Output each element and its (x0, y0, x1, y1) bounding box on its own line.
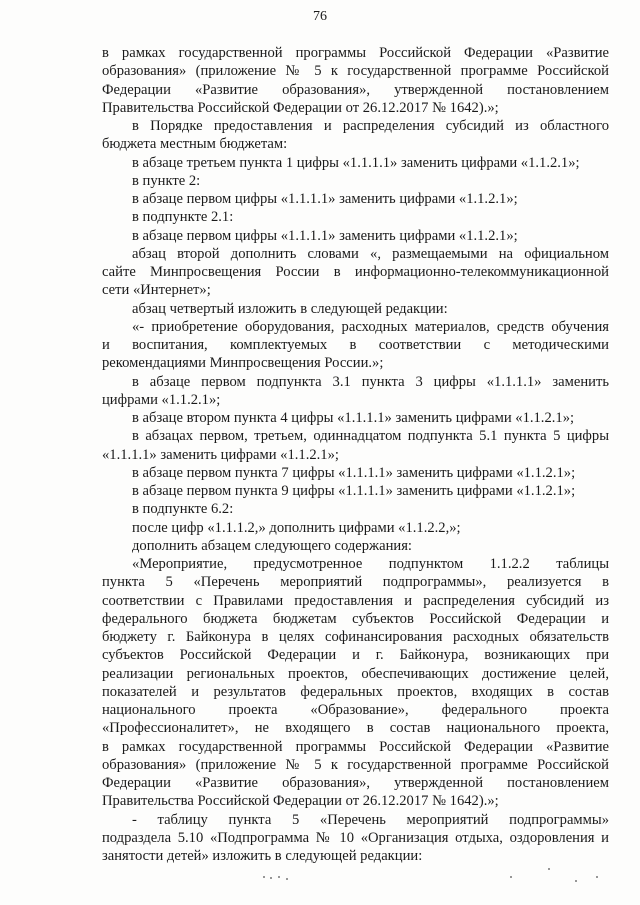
text-line: национального проекта «Образование», федерального проекта (102, 702, 609, 718)
text-line: в абзацах первом, третьем, одиннадцатом подпункта 5.1 пункта 5 цифры (132, 428, 609, 445)
text-line: пункта 5 «Перечень мероприятий подпрограммы», реализуется в (102, 574, 609, 591)
text-line: образования» (приложение № 5 к государственной программе Российской (102, 63, 609, 80)
text-line: в рамках государственной программы Российской Федерации «Развитие (102, 738, 609, 755)
text-line: в абзаце первом цифры «1.1.1.1» заменить цифрами «1.1.2.1»; (132, 191, 518, 207)
text-line: в подпункте 2.1: (132, 209, 234, 226)
scan-speck (286, 878, 288, 880)
text-line: «Профессионалитет», не входящего в состав национального проекта, (102, 720, 609, 737)
text-line: бюджета местным бюджетам: (102, 136, 288, 153)
scan-speck (596, 876, 598, 878)
text-line: занятости детей» изложить в следующей редакции: (102, 848, 423, 864)
text-line: сайте Минпросвещения России в информационно-телекоммуникационной (102, 264, 609, 280)
text-line: в Порядке предоставления и распределения субсидий из областного (132, 118, 609, 134)
text-line: после цифр «1.1.1.2,» дополнить цифрами «1.1.2.2,»; (132, 519, 461, 536)
text-line: - таблицу пункта 5 «Перечень мероприятий подпрограммы» (132, 811, 609, 828)
text-line: федерального бюджета бюджетам субъектов Российской Федерации и (102, 610, 609, 627)
text-line: образования» (приложение № 5 к государственной программе Российской (102, 756, 609, 773)
page-number: 76 (313, 9, 327, 24)
text-line: в пункте 2: (132, 172, 201, 189)
scan-speck (548, 868, 550, 870)
text-line: в абзаце первом пункта 7 цифры «1.1.1.1» заменить цифрами «1.1.2.1»; (132, 464, 576, 481)
text-line: показателей и результатов федеральных проектов, входящих в состав (102, 683, 609, 700)
text-line: Правительства Российской Федерации от 26.12.2017 № 1642).»; (102, 99, 499, 116)
text-line: цифрами «1.1.2.1»; (102, 391, 221, 408)
text-line: реализации региональных проектов, обеспечивающих достижение целей, (102, 665, 609, 682)
text-line: подраздела 5.10 «Подпрограмма № 10 «Организация отдыха, оздоровления и (102, 829, 609, 846)
text-line: «- приобретение оборудования, расходных материалов, средств обучения (132, 318, 609, 335)
text-line: дополнить абзацем следующего содержания: (132, 537, 412, 554)
text-line: Федерации «Развитие образования», утвержденной постановлением (102, 81, 609, 98)
text-line: в абзаце третьем пункта 1 цифры «1.1.1.1» заменить цифрами «1.1.2.1»; (132, 154, 580, 171)
text-line: субъектов Российской Федерации и г. Байконура, возникающих при (102, 647, 609, 664)
scan-speck (270, 877, 272, 879)
text-line: и воспитания, комплектуемых в соответствии с методическими (102, 337, 609, 353)
text-line: в рамках государственной программы Российской Федерации «Развитие (102, 45, 609, 61)
text-line: абзац четвертый изложить в следующей редакции: (132, 300, 448, 317)
text-line: в абзаце втором пункта 4 цифры «1.1.1.1» заменить цифрами «1.1.2.1»; (132, 410, 575, 426)
text-line: в абзаце первом пункта 9 цифры «1.1.1.1» заменить цифрами «1.1.2.1»; (132, 483, 576, 499)
text-line: сети «Интернет»; (102, 282, 211, 299)
scan-speck (278, 876, 280, 878)
text-line: рекомендациями Минпросвещения России.»; (102, 355, 384, 372)
scan-speck (575, 880, 577, 882)
text-line: Правительства Российской Федерации от 26.12.2017 № 1642).»; (102, 793, 499, 810)
scan-speck (510, 876, 512, 878)
text-line: в абзаце первом цифры «1.1.1.1» заменить цифрами «1.1.2.1»; (132, 227, 518, 244)
text-line: «Мероприятие, предусмотренное подпунктом 1.1.2.2 таблицы (132, 556, 609, 572)
text-line: «1.1.1.1» заменить цифрами «1.1.2.1»; (102, 446, 339, 463)
text-line: соответствии с Правилами предоставления и распределения субсидий из (102, 592, 609, 609)
text-line: в абзаце первом подпункта 3.1 пункта 3 цифры «1.1.1.1» заменить (132, 373, 609, 390)
text-line: абзац второй дополнить словами «, размещаемыми на официальном (132, 245, 609, 262)
scan-speck (263, 876, 265, 878)
text-line: Федерации «Развитие образования», утвержденной постановлением (102, 775, 609, 791)
text-line: в подпункте 6.2: (132, 501, 234, 518)
text-line: бюджету г. Байконура в целях софинансирования расходных обязательств (102, 629, 609, 645)
